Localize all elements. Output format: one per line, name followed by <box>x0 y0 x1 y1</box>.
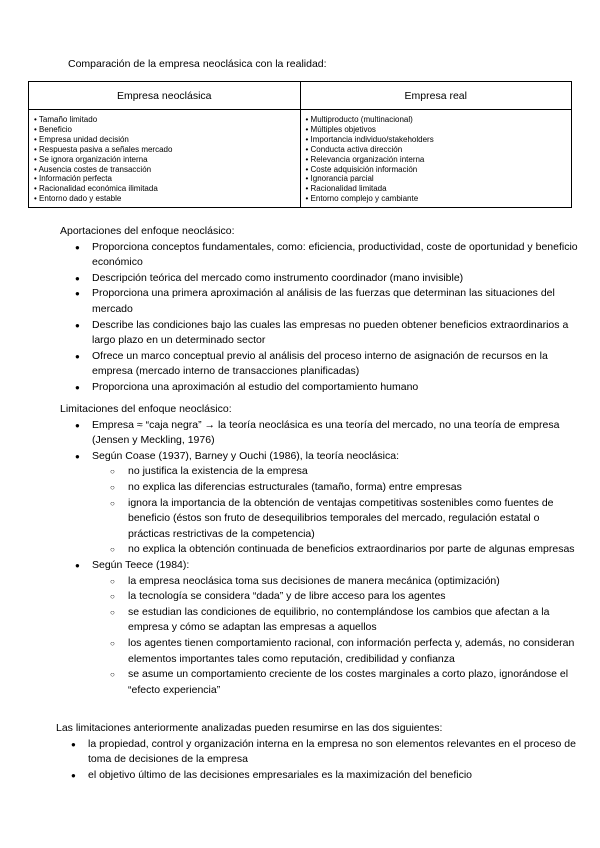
cell-item: • Entorno dado y estable <box>34 194 122 204</box>
list-item: ● Proporciona conceptos fundamentales, como: eficiencia, productividad, coste de oportunidad y beneficio económico <box>60 240 582 271</box>
teece-sublist <box>92 574 582 699</box>
list-item <box>60 449 582 558</box>
neoclassical-cell <box>29 110 301 208</box>
cell-item: • Ignorancia parcial <box>305 174 374 184</box>
cell-item: • Multiproducto (multinacional) <box>305 115 413 124</box>
resumen-section <box>56 721 582 783</box>
comparison-table <box>28 81 572 208</box>
list-item: ● el objetivo último de las decisiones empresariales es la maximización del beneficio <box>56 768 582 784</box>
cell-item: • Respuesta pasiva a señales mercado <box>34 144 173 154</box>
cell-item: • Se ignora organización interna <box>34 154 148 164</box>
real-cell <box>300 110 572 208</box>
limitaciones-list <box>60 418 582 699</box>
sub-list-item: ○ se asume un comportamiento creciente de los costes marginales a corto plazo, ignorándose el “efecto experiencia” <box>60 667 582 698</box>
list-item: ● Descripción teórica del mercado como instrumento coordinador (mano invisible) <box>60 271 582 287</box>
header-neoclassical: Empresa neoclásica <box>29 82 301 110</box>
sub-list-item: ○ no explica la obtención continuada de beneficios extraordinarios por parte de algunas empresas <box>60 542 582 558</box>
list-item-text: Según Coase (1937), Barney y Ouchi (1986), la teoría neoclásica: <box>92 449 400 462</box>
list-item <box>60 418 582 449</box>
cell-item: • Coste adquisición información <box>305 164 418 174</box>
list-item-text: Empresa ≈ “caja negra” → la teoría neoclásica es una teoría del mercado, no una teoría de empresa (Jensen y Meckling, 1976) <box>92 418 560 447</box>
coase-sublist <box>92 464 582 558</box>
sub-list-item: ○ la empresa neoclásica toma sus decisiones de manera mecánica (optimización) <box>60 574 582 590</box>
list-item: ● Proporciona una primera aproximación al análisis de las fuerzas que determinan las situaciones del mercado <box>60 286 582 317</box>
limitaciones-section <box>60 402 582 698</box>
list-item: ● la propiedad, control y organización interna en la empresa no son elementos relevantes en el proceso de toma de decisiones de la empresa <box>56 737 582 768</box>
cell-item: • Conducta activa dirección <box>305 144 403 154</box>
sub-list-item: ○ no explica las diferencias estructurales (tamaño, forma) entre empresas <box>60 480 582 496</box>
resumen-heading: Las limitaciones anteriormente analizadas pueden resumirse en las dos siguientes: <box>56 722 443 734</box>
cell-item: • Empresa unidad decisión <box>34 134 129 144</box>
cell-item: • Tamaño limitado <box>34 115 98 124</box>
aportaciones-list <box>60 240 582 396</box>
cell-item: • Racionalidad limitada <box>305 184 387 194</box>
resumen-list <box>56 737 582 784</box>
cell-item: • Importancia individuo/stakeholders <box>305 134 434 144</box>
list-item <box>60 558 582 698</box>
limitaciones-heading: Limitaciones del enfoque neoclásico: <box>60 403 232 415</box>
header-real: Empresa real <box>300 82 572 110</box>
cell-item: • Información perfecta <box>34 174 112 184</box>
cell-item: • Racionalidad económica ilimitada <box>34 184 158 194</box>
sub-list-item: ○ ignora la importancia de la obtención de ventajas competitivas sostenibles como fuentes de beneficio (éstos son fruto de desequilibrios temporales del mercado, regulación estatal o prácticas restrictivas de la competencia) <box>60 496 582 543</box>
list-item: ● Describe las condiciones bajo las cuales las empresas no pueden obtener beneficios extraordinarios a largo plazo en un determinado sector <box>60 318 582 349</box>
cell-item: • Múltiples objetivos <box>305 124 376 134</box>
cell-item: • Ausencia costes de transacción <box>34 164 152 174</box>
sub-list-item: ○ los agentes tienen comportamiento racional, con información perfecta y, además, no consideran elementos importantes tales como reputación, credibilidad y confianza <box>60 636 582 667</box>
cell-item: • Entorno complejo y cambiante <box>305 194 419 204</box>
list-item-text: Según Teece (1984): <box>92 558 190 571</box>
list-item: ● Proporciona una aproximación al estudio del comportamiento humano <box>60 380 582 396</box>
aportaciones-section <box>60 224 582 396</box>
sub-list-item: ○ no justifica la existencia de la empresa <box>60 464 582 480</box>
table-caption: Comparación de la empresa neoclásica con la realidad: <box>68 58 327 70</box>
aportaciones-heading: Aportaciones del enfoque neoclásico: <box>60 225 235 237</box>
cell-item: • Relevancia organización interna <box>305 154 425 164</box>
cell-item: • Beneficio <box>34 124 72 134</box>
sub-list-item: ○ se estudian las condiciones de equilibrio, no contemplándose los cambios que afectan a la empresa y cómo se adaptan las empresas a aquellos <box>60 605 582 636</box>
list-item: ● Ofrece un marco conceptual previo al análisis del proceso interno de asignación de recursos en la empresa (mercado interno de transacciones planificadas) <box>60 349 582 380</box>
sub-list-item: ○ la tecnología se considera “dada” y de libre acceso para los agentes <box>60 589 582 605</box>
